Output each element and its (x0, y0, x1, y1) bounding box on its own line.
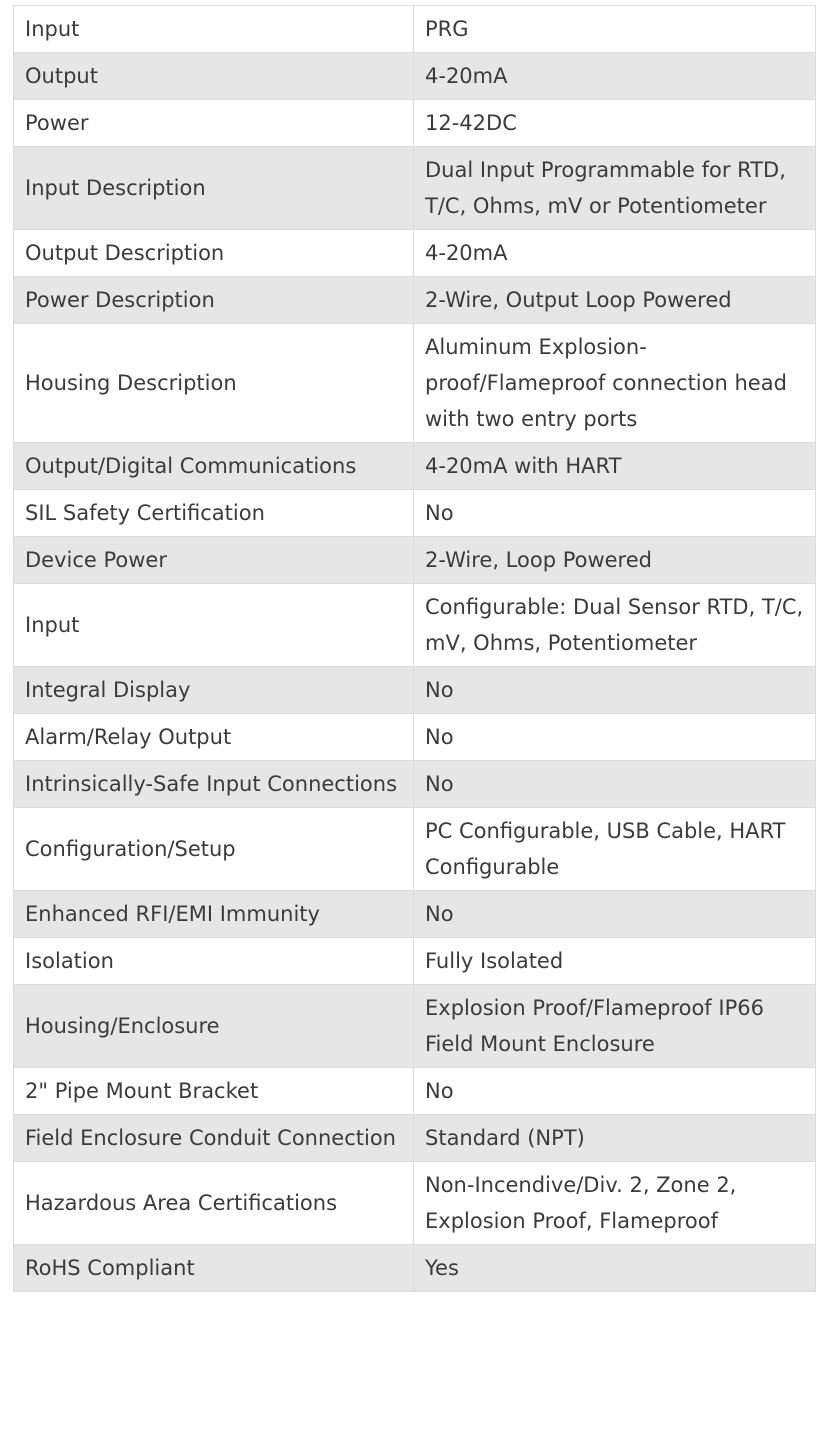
spec-label: Hazardous Area Certifications (14, 1162, 414, 1245)
table-row (14, 1162, 816, 1245)
table-row (14, 1245, 816, 1292)
table-row (14, 100, 816, 147)
table-row (14, 667, 816, 714)
table-row (14, 891, 816, 938)
specifications-table-body (14, 6, 816, 1292)
spec-label: Input Description (14, 147, 414, 230)
table-row (14, 230, 816, 277)
spec-value: 4-20mA (414, 53, 816, 100)
spec-label: Field Enclosure Conduit Connection (14, 1115, 414, 1162)
spec-label: Housing/Enclosure (14, 985, 414, 1068)
table-row (14, 443, 816, 490)
spec-value: No (414, 891, 816, 938)
spec-value: No (414, 761, 816, 808)
table-row (14, 1115, 816, 1162)
spec-label: Power (14, 100, 414, 147)
spec-label: Input (14, 584, 414, 667)
spec-value: No (414, 714, 816, 761)
spec-value: 12-42DC (414, 100, 816, 147)
table-row (14, 938, 816, 985)
spec-label: Alarm/Relay Output (14, 714, 414, 761)
table-row (14, 808, 816, 891)
spec-value: No (414, 1068, 816, 1115)
table-row (14, 324, 816, 443)
spec-value: Configurable: Dual Sensor RTD, T/C, mV, Ohms, Potentiometer (414, 584, 816, 667)
spec-label: Integral Display (14, 667, 414, 714)
spec-value: Dual Input Programmable for RTD, T/C, Ohms, mV or Potentiometer (414, 147, 816, 230)
spec-value: PC Configurable, USB Cable, HART Configurable (414, 808, 816, 891)
spec-value: 2-Wire, Loop Powered (414, 537, 816, 584)
spec-label: Output Description (14, 230, 414, 277)
spec-value: Explosion Proof/Flameproof IP66 Field Mount Enclosure (414, 985, 816, 1068)
spec-label: Input (14, 6, 414, 53)
table-row (14, 53, 816, 100)
table-row (14, 761, 816, 808)
table-row (14, 1068, 816, 1115)
table-row (14, 584, 816, 667)
spec-label: Isolation (14, 938, 414, 985)
table-row (14, 147, 816, 230)
spec-label: 2" Pipe Mount Bracket (14, 1068, 414, 1115)
spec-label: Housing Description (14, 324, 414, 443)
spec-value: 4-20mA with HART (414, 443, 816, 490)
spec-value: PRG (414, 6, 816, 53)
specifications-table (13, 5, 816, 1292)
table-row (14, 714, 816, 761)
spec-value: Non-Incendive/Div. 2, Zone 2, Explosion Proof, Flameproof (414, 1162, 816, 1245)
spec-label: SIL Safety Certification (14, 490, 414, 537)
spec-label: Output (14, 53, 414, 100)
table-row (14, 490, 816, 537)
spec-value: No (414, 490, 816, 537)
table-row (14, 6, 816, 53)
table-row (14, 537, 816, 584)
table-row (14, 277, 816, 324)
spec-value: Fully Isolated (414, 938, 816, 985)
spec-label: Configuration/Setup (14, 808, 414, 891)
spec-value: Aluminum Explosion-proof/Flameproof connection head with two entry ports (414, 324, 816, 443)
spec-label: Intrinsically-Safe Input Connections (14, 761, 414, 808)
spec-value: No (414, 667, 816, 714)
spec-value: Standard (NPT) (414, 1115, 816, 1162)
spec-value: 2-Wire, Output Loop Powered (414, 277, 816, 324)
spec-label: Device Power (14, 537, 414, 584)
spec-value: 4-20mA (414, 230, 816, 277)
spec-value: Yes (414, 1245, 816, 1292)
spec-label: Output/Digital Communications (14, 443, 414, 490)
spec-label: Enhanced RFI/EMI Immunity (14, 891, 414, 938)
table-row (14, 985, 816, 1068)
spec-label: Power Description (14, 277, 414, 324)
spec-label: RoHS Compliant (14, 1245, 414, 1292)
